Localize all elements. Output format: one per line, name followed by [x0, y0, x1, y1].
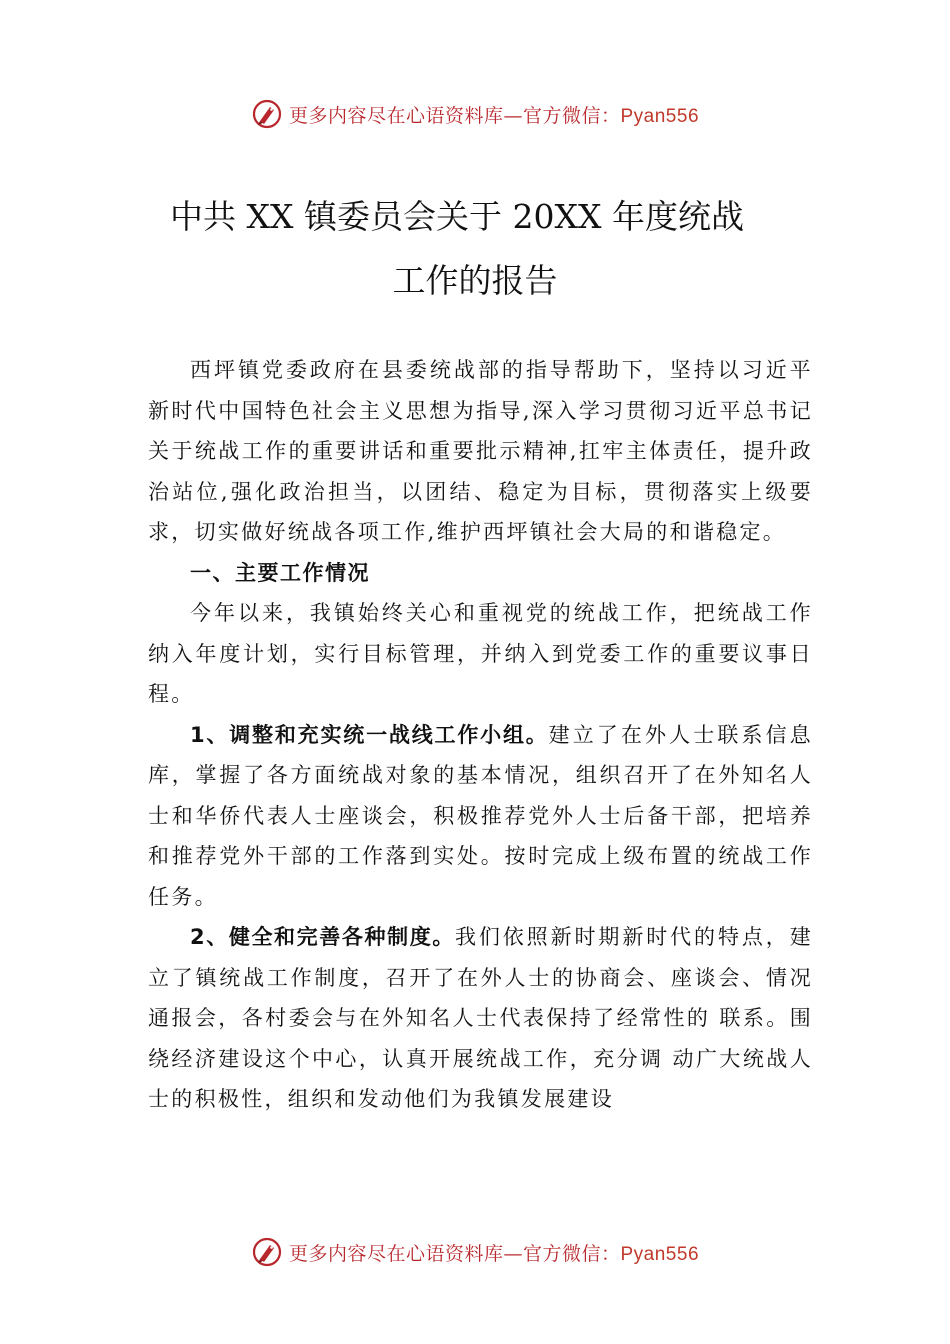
item-1-paragraph: [148, 715, 813, 918]
banner-brand: 更多内容尽在心语资料库: [288, 1242, 504, 1265]
footer-watermark-banner: [0, 1232, 950, 1272]
pen-nib-logo-icon: [251, 98, 283, 130]
banner-wechat-label: 官方微信：: [522, 1242, 621, 1265]
banner-text: [289, 1239, 699, 1266]
banner-wechat-id: Pyan556: [620, 1243, 700, 1265]
banner-brand: 更多内容尽在心语资料库: [288, 104, 504, 127]
banner-wechat-id: Pyan556: [620, 105, 700, 127]
document-body: [148, 350, 813, 1120]
item-1-lead: 1、调整和充实统一战线工作小组。: [190, 722, 549, 747]
document-title-line-1: 中共 XX 镇委员会关于 20XX 年度统战: [170, 197, 744, 236]
header-watermark-banner: [0, 94, 950, 134]
intro-paragraph: 西坪镇党委政府在县委统战部的指导帮助下，坚持以习近平新时代中国特色社会主义思想为指导,深入学习贯彻习近平总书记关于统战工作的重要讲话和重要批示精神,扛牢主体责任，提升政治站位,强化政治担当，以团结、稳定为目标，贯彻落实上级要求，切实做好统战各项工作,维护西坪镇社会大局的和谐稳定。: [148, 358, 813, 544]
item-2-lead: 2、健全和完善各种制度。: [190, 925, 455, 949]
section-intro-paragraph: 今年以来，我镇始终关心和重视党的统战工作，把统战工作纳入年度计划，实行目标管理，并纳入到党委工作的重要议事日程。: [148, 601, 813, 706]
banner-text: [289, 101, 699, 128]
item-2-paragraph: [148, 917, 813, 1120]
banner-separator: —: [503, 104, 523, 127]
banner-wechat-label: 官方微信：: [522, 104, 621, 127]
pen-nib-logo-icon: [251, 1236, 283, 1268]
item-2-text: 我们依照新时期新时代的特点，建立了镇统战工作制度，召开了在外人士的协商会、座谈会、情况通报会，各村委会与在外知名人士代表保持了经常性的 联系。围绕经济建设这个中心，认真开展统战工作，充分调 动广大统战人士的积极性，组织和发动他们为我镇发展建设: [148, 925, 813, 1111]
banner-separator: —: [503, 1242, 523, 1265]
document-title-line-2: 工作的报告: [392, 261, 558, 300]
section-heading: 一、主要工作情况: [190, 560, 370, 585]
item-1-text: 建立了在外人士联系信息库，掌握了各方面统战对象的基本情况，组织召开了在外知名人士和华侨代表人士座谈会，积极推荐党外人士后备干部，把培养和推荐党外干部的工作落到实处。按时完成上级布置的统战工作任务。: [148, 722, 813, 909]
